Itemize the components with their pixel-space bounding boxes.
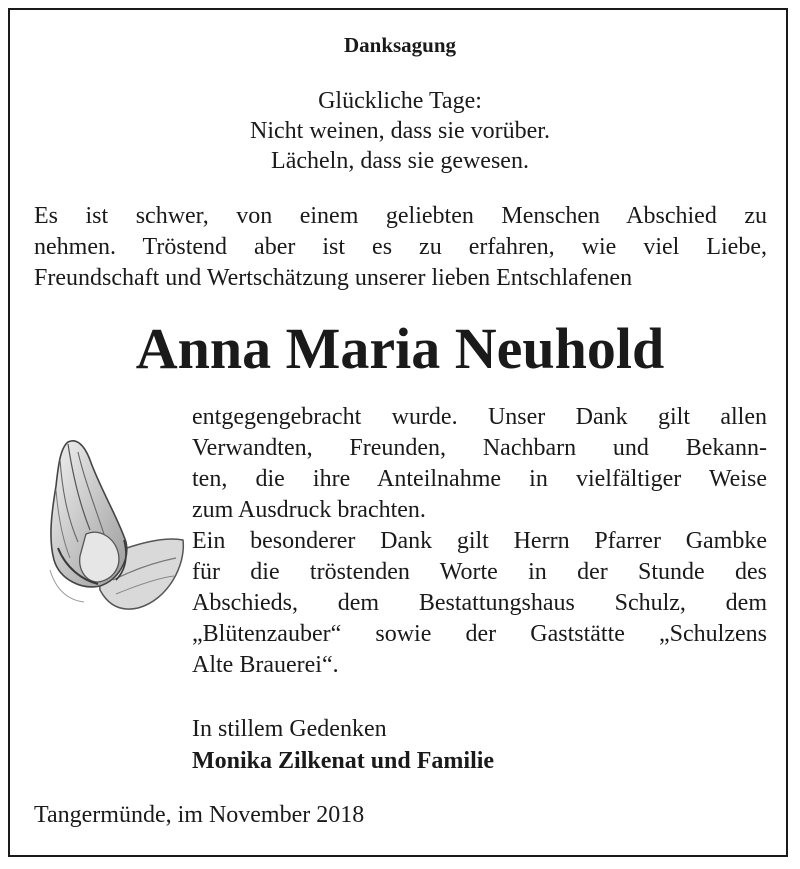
- body-line: Abschieds, dem Bestattungshaus Schulz, dem: [192, 590, 767, 616]
- poem-line: Nicht weinen, dass sie vorüber.: [250, 118, 550, 144]
- body-line: Verwandten, Freunden, Nachbarn und Bekann-: [192, 435, 767, 461]
- praying-hands-icon: [38, 430, 188, 615]
- closing-block: [192, 713, 494, 777]
- notice-heading: Danksagung: [343, 33, 457, 57]
- thanks-paragraph: [192, 402, 767, 681]
- signatories: Monika Zilkenat und Familie: [192, 748, 495, 774]
- intro-line: Es ist schwer, von einem geliebten Menschen Abschied zu: [34, 203, 767, 229]
- closing-line: In stillem Gedenken: [192, 716, 387, 742]
- place-date: Tangermünde, im November 2018: [34, 802, 365, 828]
- intro-line: nehmen. Tröstend aber ist es zu erfahren, wie viel Liebe,: [34, 234, 767, 260]
- body-line: entgegengebracht wurde. Unser Dank gilt allen: [192, 404, 767, 430]
- body-line: Ein besonderer Dank gilt Herrn Pfarrer Gambke: [192, 528, 767, 554]
- poem-line: Glückliche Tage:: [318, 88, 482, 114]
- poem: [0, 86, 800, 176]
- intro-line: Freundschaft und Wertschätzung unserer lieben Entschlafenen: [34, 265, 633, 291]
- body-line: für die tröstenden Worte in der Stunde des: [192, 559, 767, 585]
- body-line: Alte Brauerei“.: [192, 652, 339, 678]
- intro-paragraph: [34, 201, 767, 294]
- body-line: „Blütenzauber“ sowie der Gaststätte „Schulzens: [192, 621, 767, 647]
- body-line: zum Ausdruck brachten.: [192, 497, 426, 523]
- body-line: ten, die ihre Anteilnahme in vielfältiger Weise: [192, 466, 767, 492]
- deceased-name: Anna Maria Neuhold: [135, 316, 665, 381]
- poem-line: Lächeln, dass sie gewesen.: [271, 148, 529, 174]
